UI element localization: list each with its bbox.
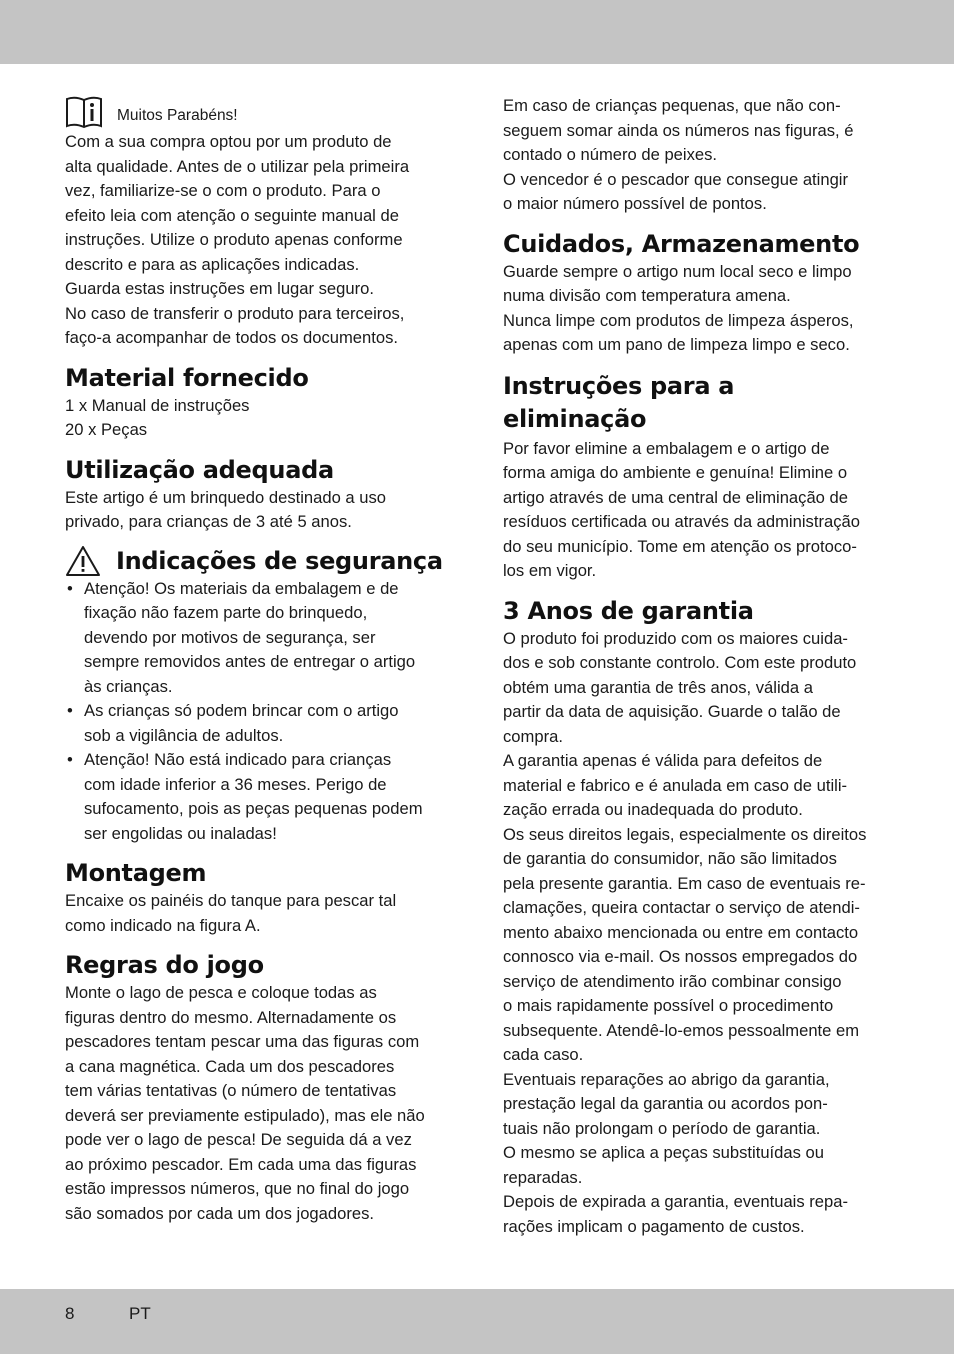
safety-item (65, 699, 457, 748)
intro-line: Com a sua compra optou por um produto de (65, 132, 392, 151)
rules-line: pescadores tentam pescar uma das figuras com (65, 1032, 420, 1051)
intro-line: No caso de transferir o produto para terceiros, (65, 303, 405, 323)
warranty-line: A garantia apenas é válida para defeitos de (503, 751, 823, 770)
disposal-line: los em vigor. (503, 561, 597, 580)
warranty-line: tuais não prolongam o período de garantia. (503, 1118, 821, 1138)
warranty-line: O mesmo se aplica a peças substituídas ou (503, 1143, 824, 1162)
intro-line: vez, familiarize-se o com o produto. Para o (65, 181, 381, 200)
disposal-heading (503, 370, 895, 436)
warranty-line: serviço de atendimento irão combinar consigo (503, 971, 842, 991)
safety-line: Atenção! Não está indicado para crianças (84, 750, 392, 769)
warranty-line: Depois de expirada a garantia, eventuais repa- (503, 1192, 849, 1211)
disposal-heading-line: Instruções para a (503, 371, 735, 400)
rules-line: são somados por cada um dos jogadores. (65, 1203, 375, 1223)
rules-line: tem várias tentativas (o número de tentativas (65, 1081, 397, 1100)
rules-line: estão impressos números, que no final do jogo (65, 1179, 410, 1198)
warranty-line: cada caso. (503, 1045, 584, 1064)
warranty-line: subsequente. Atendê-lo-emos pessoalmente em (503, 1020, 860, 1040)
rules-cont-line: contado o número de peixes. (503, 145, 718, 164)
care-line: Guarde sempre o artigo num local seco e limpo (503, 261, 852, 281)
usage-line: Este artigo é um brinquedo destinado a uso (65, 487, 387, 507)
assembly-line: como indicado na figura A. (65, 915, 261, 935)
assembly-line: Encaixe os painéis do tanque para pescar tal (65, 891, 397, 910)
disposal-heading-line: eliminação (503, 404, 647, 433)
material-line: 1 x Manual de instruções (65, 395, 250, 415)
page-number: 8 (65, 1304, 75, 1323)
warranty-line: zação errada ou inadequada do produto. (503, 800, 803, 819)
safety-heading: Indicações de segurança (116, 546, 443, 575)
disposal-line: Por favor elimine a embalagem e o artigo de (503, 438, 830, 458)
warranty-line: de garantia do consumidor, não são limitados (503, 849, 837, 868)
rules-line: a cana magnética. Cada um dos pescadores (65, 1056, 395, 1076)
rules-cont-line: seguem somar ainda os números nas figuras, é (503, 120, 854, 140)
warranty-line: Os seus direitos legais, especialmente os direitos (503, 824, 867, 844)
rules-line: ao próximo pescador. Em cada uma das figuras (65, 1154, 417, 1174)
intro-title: Muitos Parabéns! (117, 107, 238, 124)
left-column (65, 94, 457, 1226)
intro-line: instruções. Utilize o produto apenas conforme (65, 230, 403, 249)
warranty-line: mento abaixo mencionada ou entre em contacto (503, 922, 859, 942)
warranty-line: rações implicam o pagamento de custos. (503, 1216, 805, 1236)
care-line: numa divisão com temperatura amena. (503, 286, 791, 305)
care-line: apenas com um pano de limpeza limpo e seco. (503, 335, 850, 354)
language-code: PT (129, 1304, 151, 1323)
book-info-icon (65, 95, 103, 129)
rules-cont-line: o maior número possível de pontos. (503, 194, 767, 213)
rules-line: deverá ser previamente estipulado), mas ele não (65, 1105, 425, 1125)
care-heading: Cuidados, Armazenamento (503, 229, 860, 258)
warranty-line: prestação legal da garantia ou acordos pon- (503, 1094, 828, 1113)
rules-line: pode ver o lago de pesca! De seguida dá a vez (65, 1130, 412, 1149)
safety-line: com idade inferior a 36 meses. Perigo de (84, 774, 387, 794)
warranty-line: compra. (503, 726, 563, 746)
warranty-heading: 3 Anos de garantia (503, 596, 754, 625)
warranty-line: material e fabrico e é anulada em caso de utili- (503, 775, 848, 795)
warranty-line: reparadas. (503, 1167, 583, 1187)
rules-cont-line: O vencedor é o pescador que consegue atingir (503, 169, 849, 189)
intro-line: faço-a acompanhar de todos os documentos. (65, 328, 399, 347)
warning-triangle-icon (65, 545, 101, 577)
safety-line: Atenção! Os materiais da embalagem e de (84, 578, 399, 598)
warranty-line: obtém uma garantia de três anos, válida a (503, 677, 813, 697)
safety-line: devendo por motivos de segurança, ser (84, 627, 376, 647)
warranty-line: connosco via e-mail. Os nossos empregados do (503, 947, 858, 966)
safety-heading-row (65, 545, 457, 577)
intro-line: alta qualidade. Antes de o utilizar pela primeira (65, 156, 410, 176)
warranty-line: dos e sob constante controlo. Com este produto (503, 653, 857, 672)
intro-line: descrito e para as aplicações indicadas. (65, 254, 360, 274)
material-heading: Material fornecido (65, 363, 309, 392)
safety-item (65, 577, 457, 700)
disposal-line: do seu município. Tome em atenção os protoco- (503, 536, 857, 556)
rules-line: figuras dentro do mesmo. Alternadamente os (65, 1007, 397, 1027)
right-column (503, 94, 895, 1239)
safety-line: ser engolidas ou inaladas! (84, 823, 277, 843)
usage-heading: Utilização adequada (65, 455, 334, 484)
disposal-line: resíduos certificada ou através da administração (503, 512, 860, 531)
rules-heading: Regras do jogo (65, 951, 264, 979)
rules-line: Monte o lago de pesca e coloque todas as (65, 983, 377, 1002)
care-line: Nunca limpe com produtos de limpeza ásperos, (503, 310, 854, 330)
safety-line: sufocamento, pois as peças pequenas podem (84, 799, 423, 818)
safety-line: sob a vigilância de adultos. (84, 725, 284, 745)
warranty-line: O produto foi produzido com os maiores cuida- (503, 628, 848, 648)
disposal-line: forma amiga do ambiente e genuína! Elimine o (503, 463, 848, 482)
safety-line: sempre removidos antes de entregar o artigo (84, 652, 416, 671)
header-bar (0, 0, 954, 64)
intro-heading (65, 94, 457, 130)
safety-line: fixação não fazem parte do brinquedo, (84, 603, 368, 622)
disposal-line: artigo através de uma central de eliminação de (503, 487, 848, 507)
assembly-heading: Montagem (65, 859, 207, 887)
safety-list (65, 577, 457, 847)
warranty-line: clamações, queira contactar o serviço de atendi- (503, 898, 860, 917)
intro-line: Guarda estas instruções em lugar seguro. (65, 279, 374, 298)
warranty-line: Eventuais reparações ao abrigo da garantia, (503, 1069, 830, 1089)
warranty-line: o mais rapidamente possível o procedimento (503, 996, 834, 1015)
warranty-line: partir da data de aquisição. Guarde o talão de (503, 702, 841, 721)
warranty-line: pela presente garantia. Em caso de eventuais re- (503, 873, 866, 893)
safety-line: às crianças. (84, 676, 173, 696)
intro-line: efeito leia com atenção o seguinte manual de (65, 205, 399, 225)
usage-line: privado, para crianças de 3 até 5 anos. (65, 512, 352, 531)
material-line: 20 x Peças (65, 420, 148, 439)
safety-item (65, 748, 457, 846)
safety-line: As crianças só podem brincar com o artigo (84, 701, 399, 720)
rules-cont-line: Em caso de crianças pequenas, que não con- (503, 96, 841, 115)
